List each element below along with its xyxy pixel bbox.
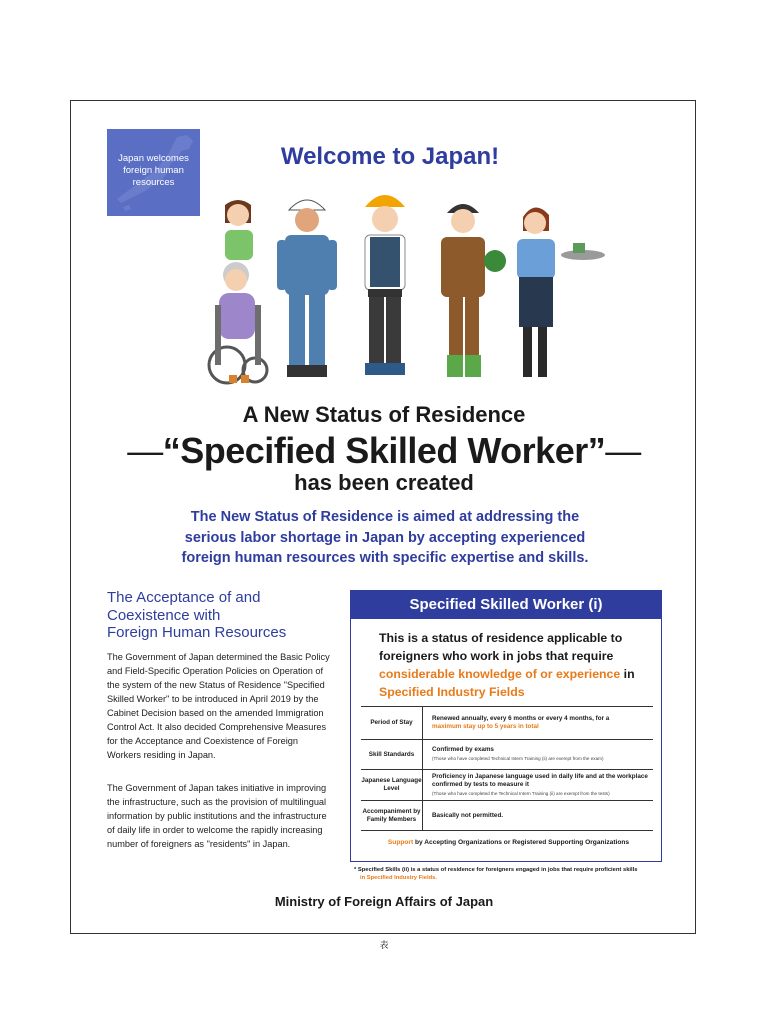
welcome-badge xyxy=(107,129,200,216)
footnote-text: * Specified Skills (ii) is a status of residence for foreigners engaged in jobs that require proficient skills xyxy=(354,867,638,873)
ministry-name: Ministry of Foreign Affairs of Japan xyxy=(274,894,494,909)
ssw-lead-text: This is a status of residence applicable to foreigners who work in jobs that require xyxy=(379,631,623,663)
ssw-box-lead xyxy=(379,629,649,701)
farmer-figure xyxy=(441,204,506,377)
ssw-row-key: Japanese Language Level xyxy=(361,770,423,800)
ssw-row-period xyxy=(361,706,653,739)
ssw-row-key: Period of Stay xyxy=(361,707,423,739)
headline-dash-left: — xyxy=(127,430,163,471)
badge-line-1: Japan welcomes xyxy=(118,153,189,164)
ssw-row-family xyxy=(361,800,653,831)
workers-illustration xyxy=(205,185,605,390)
ssw-lead-highlight-1: considerable knowledge of or experience xyxy=(379,667,621,681)
ssw-row-key: Accompaniment by Family Members xyxy=(361,801,423,830)
left-heading-line-2: Coexistence with xyxy=(107,606,221,624)
ssw-row-value xyxy=(423,770,653,801)
construction-worker-figure xyxy=(277,200,337,377)
left-heading-line-1: The Acceptance of and xyxy=(107,589,261,606)
ssw-table xyxy=(361,706,653,831)
ssw-row-note: (Those who have completed Technical Intern Training (ii) are exempt from the exam) xyxy=(432,756,604,761)
ssw-row-value-text: Proficiency in Japanese language used in daily life and at the workplace confirmed by tests to measure it xyxy=(432,772,648,788)
intro-line-1: The New Status of Residence is aimed at addressing the xyxy=(190,509,580,525)
headline-dash-right: — xyxy=(605,430,641,471)
ssw-row-value xyxy=(423,712,653,734)
intro-text xyxy=(130,507,640,569)
elderly-wheelchair-figure xyxy=(209,262,267,383)
ssw-info-box xyxy=(350,590,662,862)
ssw-lead-highlight-2: Specified Industry Fields xyxy=(379,685,525,699)
left-heading xyxy=(107,589,337,642)
ssw-row-value-text: Confirmed by exams xyxy=(432,746,494,753)
intro-line-3: foreign human resources with specific expertise and skills. xyxy=(181,550,589,566)
headline-main xyxy=(0,430,768,472)
ssw-row-value-highlight: maximum stay up to 5 years in total xyxy=(432,723,539,730)
ssw-row-skill xyxy=(361,739,653,769)
ssw-lead-in: in xyxy=(623,667,635,681)
hardhat-worker-figure xyxy=(365,195,405,375)
ssw-support-line xyxy=(361,839,656,846)
footnote xyxy=(354,866,664,882)
ssw-box-title: Specified Skilled Worker (i) xyxy=(351,591,661,619)
ssw-row-key: Skill Standards xyxy=(361,740,423,769)
server-figure xyxy=(517,207,605,377)
badge-line-2: foreign human xyxy=(123,165,184,176)
ssw-row-value xyxy=(423,809,653,823)
ssw-support-text: by Accepting Organizations or Registered Supporting Organizations xyxy=(413,839,630,846)
welcome-title: Welcome to Japan! xyxy=(280,143,500,170)
headline-sub-top: A New Status of Residence xyxy=(242,402,526,427)
badge-line-3: resources xyxy=(132,177,175,188)
ssw-row-value xyxy=(423,743,653,766)
headline-main-text: “Specified Skilled Worker” xyxy=(162,430,606,471)
ssw-row-value-text: Renewed annually, every 6 months or every 4 months, for a xyxy=(432,715,610,722)
ssw-row-value-text: Basically not permitted. xyxy=(432,811,504,819)
caregiver-figure xyxy=(225,200,253,260)
page-mark: 表 xyxy=(379,940,389,950)
left-paragraph-2: The Government of Japan takes initiative in improving the infrastructure, such as the provision of multilingual information by public institutions and the infrastructure of daily life in order to welcome the rapidly increasing number of foreigners as "residents" in Japan. xyxy=(107,783,327,849)
ssw-support-highlight: Support xyxy=(387,839,414,846)
ssw-row-language xyxy=(361,769,653,800)
ssw-row-note: (Those who have completed the Technical Intern Training (ii) are exempt from the tests) xyxy=(432,790,610,796)
footnote-highlight: in Specified Industry Fields. xyxy=(360,875,437,881)
left-paragraph-1: The Government of Japan determined the Basic Policy and Field-Specific Operation Policies on Operation of the system of the new Status of Residence "Specified Skilled Worker" to be introduced in April 2019 by the Cabinet Decision based on the amended Immigration Control Act. It also decided Comprehensive Measures for the Acceptance and Coexistence of Foreign Workers residing in Japan. xyxy=(107,652,330,760)
headline-sub-bottom: has been created xyxy=(294,470,474,495)
left-heading-line-3: Foreign Human Resources xyxy=(107,624,287,641)
intro-line-2: serious labor shortage in Japan by accepting experienced xyxy=(184,529,586,546)
